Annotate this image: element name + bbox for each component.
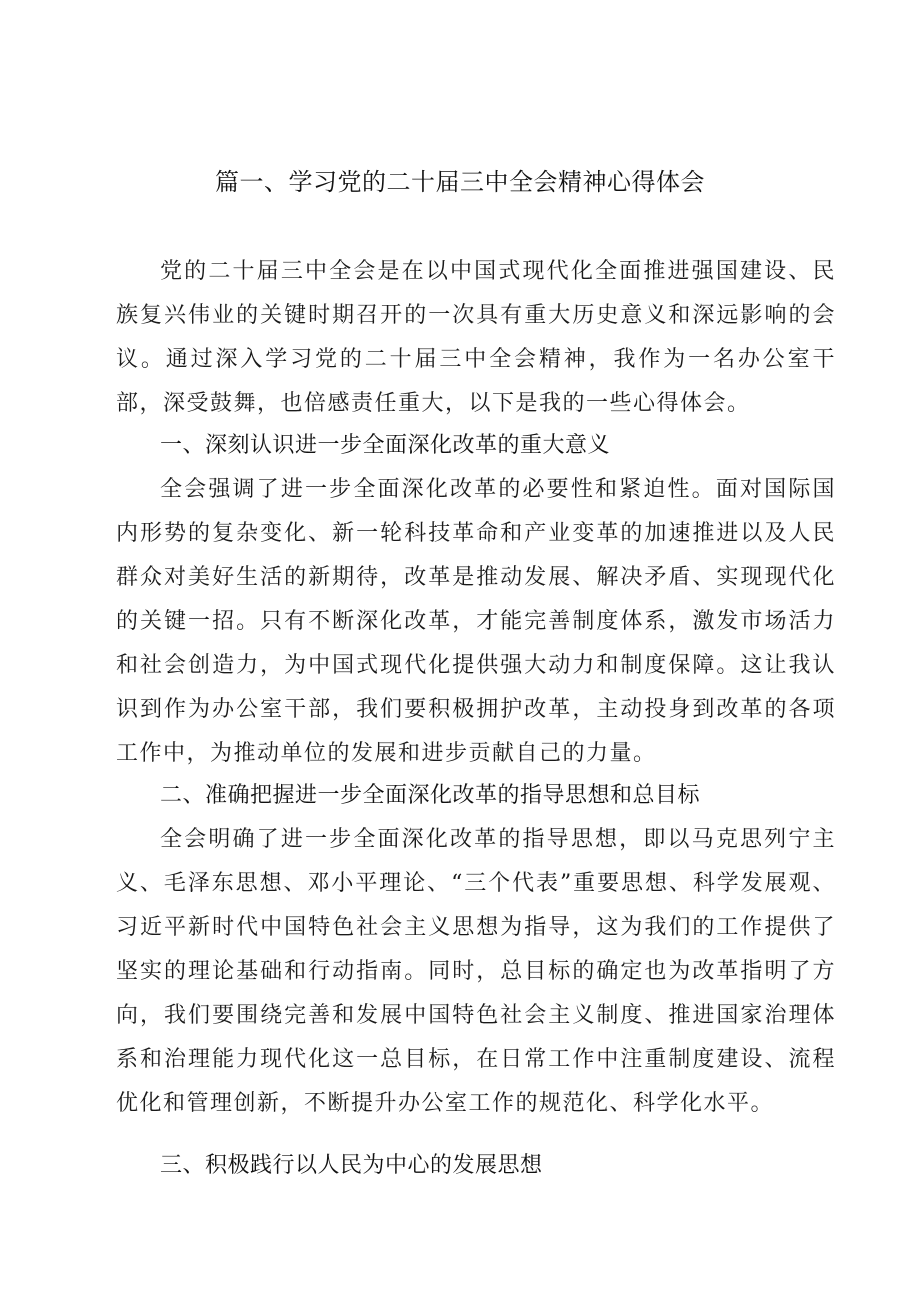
section-heading-2: 二、准确把握进一步全面深化改革的指导思想和总目标: [160, 783, 701, 808]
section-heading-3: 三、积极践行以人民为中心的发展思想: [160, 1153, 543, 1178]
section-paragraph-2: 全会明确了进一步全面深化改革的指导思想，即以马克思列宁主义、毛泽东思想、邓小平理论、“三个代表”重要思想、科学发展观、习近平新时代中国特色社会主义思想为指导，这为我们的工作提供了坚实的理论基础和行动指南。同时，总目标的确定也为改革指明了方向，我们要围绕完善和发展中国特色社会主义制度、推进国家治理体系和治理能力现代化这一总目标，在日常工作中注重制度建设、流程优化和管理创新，不断提升办公室工作的规范化、科学化水平。: [116, 827, 836, 1116]
intro-paragraph: 党的二十届三中全会是在以中国式现代化全面推进强国建设、民族复兴伟业的关键时期召开的一次具有重大历史意义和深远影响的会议。通过深入学习党的二十届三中全会精神，我作为一名办公室干部，深受鼓舞，也倍感责任重大，以下是我的一些心得体会。: [116, 259, 836, 416]
document-title: 篇一、学习党的二十届三中全会精神心得体会: [215, 168, 705, 196]
section-paragraph-1: 全会强调了进一步全面深化改革的必要性和紧迫性。面对国际国内形势的复杂变化、新一轮科技革命和产业变革的加速推进以及人民群众对美好生活的新期待，改革是推动发展、解决矛盾、实现现代化的关键一招。只有不断深化改革，才能完善制度体系，激发市场活力和社会创造力，为中国式现代化提供强大动力和制度保障。这让我认识到作为办公室干部，我们要积极拥护改革，主动投身到改革的各项工作中，为推动单位的发展和进步贡献自己的力量。: [116, 477, 836, 766]
section-heading-1: 一、深刻认识进一步全面深化改革的重大意义: [160, 433, 611, 458]
